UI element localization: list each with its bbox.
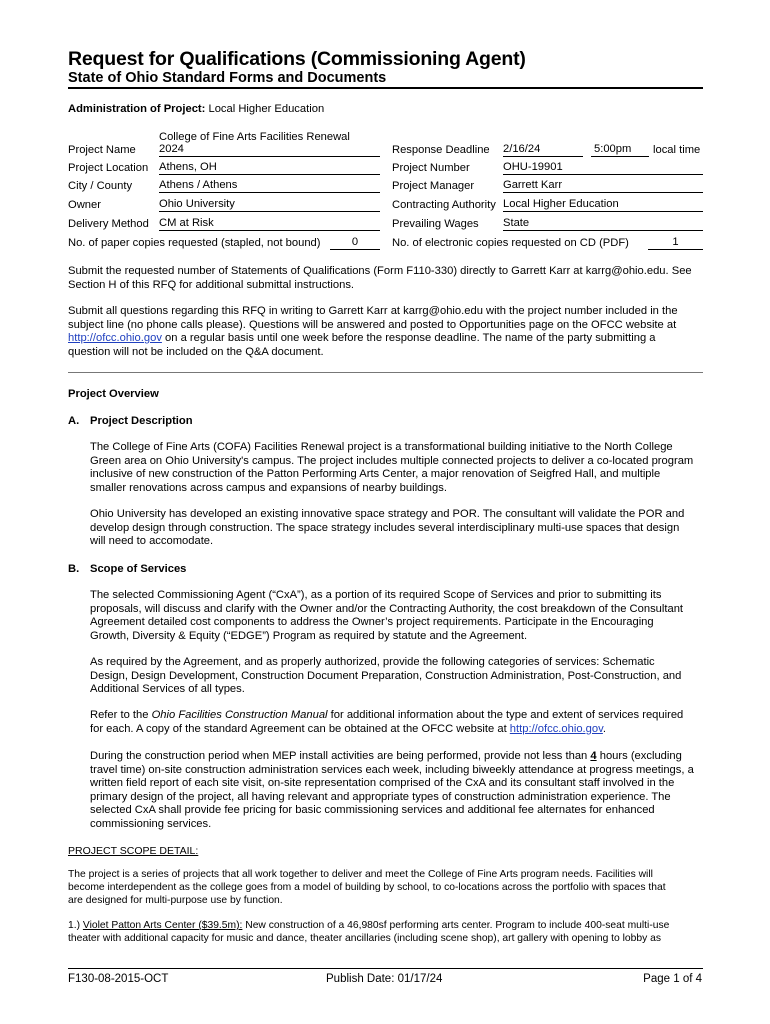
- response-deadline-label: Response Deadline: [392, 144, 490, 156]
- scope-p4-line: travel time) on-site construction administration services each week, including biweekly attendance at progress meetings, a: [90, 763, 694, 776]
- delivery-method-field: [159, 217, 380, 231]
- scope-detail-p1: [68, 868, 708, 907]
- questions-line4: question will not be included on the Q&A document.: [68, 345, 324, 358]
- contracting-authority-value: Local Higher Education: [503, 198, 619, 210]
- construction-manual-title: Ohio Facilities Construction Manual: [151, 709, 328, 721]
- scope-services-p1: [90, 589, 710, 643]
- scope-p4-line: primary design of the project, all having relevant and appropriate types of construction administration experience. The: [90, 790, 671, 803]
- description-p1-line: The College of Fine Arts (COFA) Facilities Renewal project is a transformational building initiative to the North College: [90, 441, 673, 453]
- submit-paragraph: [68, 265, 708, 292]
- scope-detail-line: are designed for multi-purpose use by function.: [68, 895, 283, 906]
- city-county-label: City / County: [68, 180, 133, 192]
- scope-p3-line2: [90, 723, 710, 737]
- response-deadline-date: [503, 143, 583, 157]
- section-divider: [68, 372, 703, 373]
- hours-value: 4: [590, 750, 597, 762]
- footer-form-id: F130-08-2015-OCT: [68, 973, 169, 985]
- scope-p3-line2-pre: for each. A copy of the standard Agreement can be obtained at the OFCC website at: [90, 722, 510, 735]
- project-name-label: Project Name: [68, 144, 136, 156]
- footer-page-number: Page 1 of 4: [643, 973, 702, 985]
- administration-line: [68, 103, 324, 116]
- description-p1-line: inclusive of new construction of the Patton Performing Arts Center, a major renovation of Seigfred Hall, and multiple: [90, 468, 661, 481]
- response-deadline-date-value: 2/16/24: [503, 143, 541, 155]
- section-b-letter: B.: [68, 563, 80, 575]
- project-name-line1: College of Fine Arts Facilities Renewal: [159, 131, 350, 143]
- scope-p4-post: hours (excluding: [596, 750, 682, 762]
- scope-services-p4: [90, 750, 715, 832]
- scope-item-1-number: 1.): [68, 920, 83, 931]
- project-location-label: Project Location: [68, 162, 149, 174]
- project-overview-heading: Project Overview: [68, 388, 159, 400]
- project-name-line2: 2024: [159, 143, 184, 155]
- section-b-heading: Scope of Services: [90, 563, 187, 575]
- description-p1-line: smaller renovations across campus and expansions of nearby buildings.: [90, 481, 447, 494]
- scope-p3-pre: Refer to the: [90, 709, 152, 721]
- scope-p4-line: commissioning services.: [90, 817, 212, 830]
- scope-detail-line: The project is a series of projects that all work together to deliver and meet the College of Fine Arts program needs. Facilities will: [68, 869, 653, 880]
- electronic-copies-label: No. of electronic copies requested on CD (PDF): [392, 237, 629, 249]
- project-location-value: Athens, OH: [159, 161, 217, 173]
- footer-publish-date: Publish Date: 01/17/24: [326, 973, 443, 985]
- scope-p1-line: proposals, will discuss and clarify with the Owner and/or the Contracting Authority, the cost breakdown of the Consultant: [90, 602, 684, 615]
- owner-label: Owner: [68, 199, 101, 211]
- submit-p1-line1: Submit the requested number of Statements of Qualifications (Form F110-330) directly to Garrett Karr at karrg@ohio.edu. See: [68, 265, 692, 277]
- scope-p1-line: Growth, Diversity & Equity (“EDGE”) Program as required by statute and the Agreement.: [90, 629, 528, 642]
- description-p2-line: Ohio University has developed an existing innovative space strategy and POR. The consultant will validate the POR and: [90, 508, 685, 520]
- scope-p4-line1: [90, 750, 715, 764]
- electronic-copies-value: 1: [672, 236, 679, 248]
- owner-field: [159, 198, 380, 212]
- project-number-field: [503, 161, 703, 175]
- prevailing-wages-value: State: [503, 217, 530, 229]
- contracting-authority-label: Contracting Authority: [392, 199, 496, 211]
- paper-copies-label: No. of paper copies requested (stapled, not bound): [68, 237, 321, 249]
- scope-p4-line: written field report of each site visit, on-site representation comprised of the CxA and its consultant staff involved in the: [90, 777, 675, 790]
- scope-p3-post: for additional information about the type and extent of services required: [327, 709, 684, 721]
- scope-services-p2: [90, 656, 710, 697]
- questions-paragraph: [68, 305, 708, 359]
- scope-p2-line: As required by the Agreement, and as properly authorized, provide the following categories of services: Schematic: [90, 656, 655, 668]
- scope-services-p3: [90, 709, 710, 736]
- administration-value: Local Higher Education: [208, 103, 325, 115]
- questions-line3: [68, 332, 708, 346]
- footer-divider: [68, 968, 703, 969]
- project-number-value: OHU-19901: [503, 161, 563, 173]
- project-scope-detail-heading: PROJECT SCOPE DETAIL:: [68, 845, 199, 857]
- electronic-copies-field: [648, 236, 703, 250]
- scope-p3-line2-post: .: [602, 722, 606, 735]
- owner-value: Ohio University: [159, 198, 235, 210]
- city-county-field: [159, 179, 380, 193]
- questions-line1: Submit all questions regarding this RFQ in writing to Garrett Karr at karrg@ohio.edu with the project number included in the: [68, 305, 678, 317]
- description-p2-line: will need to accomodate.: [90, 535, 214, 548]
- page-subtitle: State of Ohio Standard Forms and Documents: [68, 70, 387, 86]
- ofcc-website-link[interactable]: http://ofcc.ohio.gov: [68, 332, 162, 345]
- description-p1-line: Green area on Ohio University's campus. The project includes multiple connected projects to deliver a co-located program: [90, 454, 694, 467]
- scope-p1-line: Agreement detailed cost components to address the Owner’s project requirements. Participate in the Encouraging: [90, 616, 654, 629]
- description-p2-line: develop design through construction. The space strategy includes several interdisciplinary multi-use spaces that design: [90, 521, 680, 534]
- response-deadline-time-value: 5:00pm: [594, 143, 632, 155]
- paper-copies-field: [330, 236, 380, 250]
- scope-item-1-title: Violet Patton Arts Center ($39.5m):: [82, 920, 243, 931]
- scope-detail-line: become interdependent as the college goes from a model of building by school, to co-locations across the portfolio with spaces that: [68, 882, 666, 893]
- scope-item-1: [68, 919, 708, 945]
- response-deadline-time: [591, 143, 649, 157]
- scope-p1-line: The selected Commissioning Agent (“CxA”), as a portion of its required Scope of Services and prior to submitting its: [90, 589, 662, 601]
- project-location-field: [159, 161, 380, 175]
- scope-item-1-line1: [68, 919, 708, 932]
- prevailing-wages-field: [503, 217, 703, 231]
- response-deadline-suffix: local time: [653, 144, 701, 156]
- administration-label: Administration of Project:: [68, 103, 206, 115]
- project-manager-field: [503, 179, 703, 193]
- contracting-authority-field: [503, 198, 703, 212]
- city-county-value: Athens / Athens: [159, 179, 238, 191]
- scope-p2-line: Additional Services of all types.: [90, 683, 245, 696]
- scope-p2-line: Design, Design Development, Construction Document Preparation, Construction Administration, Post-Construction, and: [90, 669, 682, 682]
- section-a-heading: Project Description: [90, 415, 193, 427]
- paper-copies-value: 0: [351, 236, 359, 248]
- scope-p4-line: selected CxA shall provide fee pricing for basic commissioning services and additional fee alternates for enhanced: [90, 804, 655, 817]
- project-manager-label: Project Manager: [392, 180, 475, 192]
- section-a-letter: A.: [68, 415, 80, 427]
- ofcc-agreement-link[interactable]: http://ofcc.ohio.gov: [509, 722, 603, 735]
- questions-line3-rest: on a regular basis until one week before the response deadline. The name of the party submitting a: [161, 332, 656, 345]
- title-divider: [68, 87, 703, 89]
- scope-item-1-rest: New construction of a 46,980sf performing arts center. Program to include 400-seat multi-use: [242, 920, 670, 931]
- delivery-method-value: CM at Risk: [159, 217, 214, 229]
- project-manager-value: Garrett Karr: [503, 179, 563, 191]
- questions-line2: subject line (no phone calls please). Questions will be answered and posted to Opportunities page on the OFCC website at: [68, 318, 677, 331]
- scope-p4-pre: During the construction period when MEP install activities are being performed, provide not less than: [90, 750, 591, 762]
- scope-item-1-line2: theater with additional capacity for music and dance, theater ancillaries (including scene shop), art gallery with opening to lobby as: [68, 933, 661, 944]
- delivery-method-label: Delivery Method: [68, 218, 149, 230]
- project-description-p1: [90, 441, 710, 495]
- project-description-p2: [90, 508, 710, 549]
- page-title: Request for Qualifications (Commissioning Agent): [68, 48, 526, 70]
- project-name-field: [159, 143, 380, 157]
- submit-p1-line2: Section H of this RFQ for additional submittal instructions.: [68, 278, 355, 291]
- prevailing-wages-label: Prevailing Wages: [392, 218, 479, 230]
- project-number-label: Project Number: [392, 162, 470, 174]
- scope-p3-line1: [90, 709, 710, 723]
